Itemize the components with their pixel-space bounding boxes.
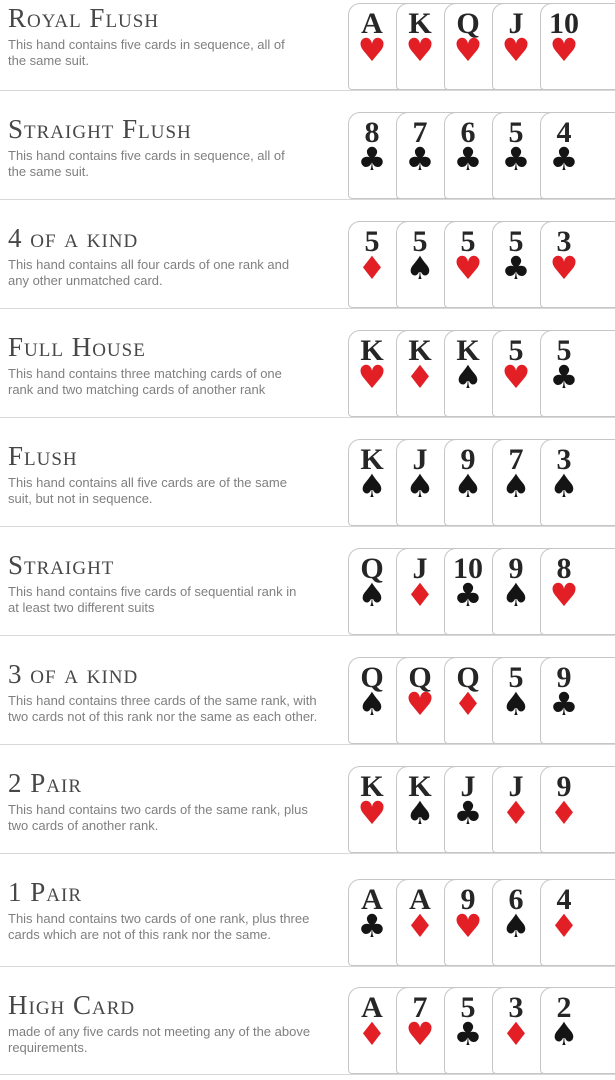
card-rank: K: [408, 334, 432, 367]
spade-suit-icon: ♠: [453, 467, 483, 505]
hand-description-line: This hand contains five cards of sequential rank in: [8, 584, 297, 599]
playing-card: [540, 330, 615, 417]
spade-suit-icon: ♠: [501, 685, 531, 723]
heart-suit-icon: ♥: [357, 794, 387, 832]
hand-description: [8, 584, 348, 616]
hand-row-straight-flush: [0, 91, 615, 200]
hand-description: [8, 693, 348, 725]
hand-description: [8, 37, 348, 69]
hand-title: 4 of a kind: [8, 223, 139, 253]
card-rank: 5: [460, 225, 476, 258]
card-pip: [541, 988, 587, 1053]
hand-row-full-house: [0, 309, 615, 418]
heart-suit-icon: ♥: [453, 907, 483, 945]
club-suit-icon: ♣: [501, 140, 531, 178]
playing-card: [540, 439, 615, 526]
diamond-suit-icon: ♦: [501, 1015, 531, 1053]
club-suit-icon: ♣: [357, 140, 387, 178]
hand-row-1-pair: [0, 854, 615, 967]
club-suit-icon: ♣: [453, 140, 483, 178]
card-pip: [541, 658, 587, 723]
club-suit-icon: ♣: [453, 794, 483, 832]
playing-card: [540, 987, 615, 1074]
card-rank: 5: [460, 991, 476, 1024]
card-rank: Q: [360, 661, 384, 694]
card-pip: [541, 767, 587, 832]
card-rank: 9: [460, 443, 476, 476]
card-pip: [349, 767, 395, 832]
card-rank: A: [361, 883, 383, 916]
card-rank: K: [408, 7, 432, 40]
spade-suit-icon: ♠: [501, 576, 531, 614]
hand-cards: [348, 987, 615, 1074]
hand-description-line: cards which are not of this rank nor the same.: [8, 927, 272, 942]
card-pip: [541, 549, 587, 614]
heart-suit-icon: ♥: [549, 576, 579, 614]
hand-row-straight: [0, 527, 615, 636]
card-pip: [397, 658, 443, 723]
spade-suit-icon: ♠: [549, 467, 579, 505]
card-pip: [445, 658, 491, 723]
card-rank: J: [508, 770, 524, 803]
card-rank: A: [409, 883, 431, 916]
card-pip: [349, 988, 395, 1053]
card-rank: 3: [508, 991, 524, 1024]
hand-title: Full House: [8, 332, 146, 362]
playing-card: [540, 766, 615, 853]
card-rank: K: [408, 770, 432, 803]
heart-suit-icon: ♥: [453, 31, 483, 69]
playing-card: [540, 879, 615, 966]
heart-suit-icon: ♥: [357, 358, 387, 396]
hand-description: [8, 1024, 348, 1056]
hand-text-block: [8, 443, 348, 507]
spade-suit-icon: ♠: [549, 1015, 579, 1053]
hand-text-block: [8, 992, 348, 1056]
hand-cards: [348, 112, 615, 199]
hand-description-line: the same suit.: [8, 53, 89, 68]
card-rank: K: [456, 334, 480, 367]
card-rank: J: [412, 443, 428, 476]
card-pip: [349, 440, 395, 505]
card-rank: K: [360, 334, 384, 367]
card-pip: [349, 222, 395, 287]
card-pip: [493, 549, 539, 614]
card-pip: [397, 4, 443, 69]
hand-description-line: This hand contains five cards in sequence, all of: [8, 148, 285, 163]
card-rank: J: [508, 7, 524, 40]
card-rank: Q: [360, 552, 384, 585]
hand-title: 2 Pair: [8, 768, 82, 798]
hand-cards: [348, 548, 615, 635]
diamond-suit-icon: ♦: [501, 794, 531, 832]
card-pip: [445, 767, 491, 832]
spade-suit-icon: ♠: [357, 467, 387, 505]
diamond-suit-icon: ♦: [357, 1015, 387, 1053]
card-pip: [397, 440, 443, 505]
hand-cards: [348, 330, 615, 417]
hand-description-line: This hand contains all four cards of one rank and: [8, 257, 290, 272]
hand-cards: [348, 439, 615, 526]
card-rank: 5: [508, 334, 524, 367]
hand-description-line: two cards not of this rank nor the same as each other.: [8, 709, 318, 724]
card-rank: Q: [456, 661, 480, 694]
card-pip: [397, 988, 443, 1053]
hand-row-flush: [0, 418, 615, 527]
heart-suit-icon: ♥: [501, 31, 531, 69]
club-suit-icon: ♣: [453, 576, 483, 614]
card-pip: [349, 331, 395, 396]
club-suit-icon: ♣: [549, 140, 579, 178]
diamond-suit-icon: ♦: [357, 249, 387, 287]
hand-description-line: This hand contains two cards of the same rank, plus: [8, 802, 308, 817]
card-pip: [349, 4, 395, 69]
hand-description-line: This hand contains three matching cards of one: [8, 366, 282, 381]
hand-row-4-of-a-kind: [0, 200, 615, 309]
club-suit-icon: ♣: [549, 685, 579, 723]
card-rank: J: [460, 770, 476, 803]
hand-description-line: requirements.: [8, 1040, 88, 1055]
card-pip: [493, 767, 539, 832]
card-pip: [541, 113, 587, 178]
playing-card: [540, 221, 615, 308]
hand-description-line: two cards of another rank.: [8, 818, 159, 833]
card-rank: 9: [508, 552, 524, 585]
card-pip: [397, 880, 443, 945]
hand-text-block: [8, 661, 348, 725]
card-rank: 8: [556, 552, 572, 585]
hand-title: High Card: [8, 990, 136, 1020]
card-pip: [493, 658, 539, 723]
card-rank: 3: [556, 225, 572, 258]
card-rank: 5: [508, 116, 524, 149]
playing-card: [540, 657, 615, 744]
card-rank: 5: [412, 225, 428, 258]
card-pip: [493, 331, 539, 396]
card-pip: [397, 331, 443, 396]
card-rank: 10: [549, 7, 579, 40]
diamond-suit-icon: ♦: [405, 576, 435, 614]
hand-description-line: suit, but not in sequence.: [8, 491, 153, 506]
playing-card: [540, 548, 615, 635]
diamond-suit-icon: ♦: [549, 907, 579, 945]
hand-row-3-of-a-kind: [0, 636, 615, 745]
hand-description: [8, 366, 348, 398]
card-pip: [445, 222, 491, 287]
hand-description-line: any other unmatched card.: [8, 273, 163, 288]
card-rank: 5: [364, 225, 380, 258]
card-pip: [445, 113, 491, 178]
hand-title: Straight: [8, 550, 115, 580]
hand-description: [8, 257, 348, 289]
card-pip: [541, 440, 587, 505]
hand-row-royal-flush: [0, 0, 615, 91]
card-pip: [541, 331, 587, 396]
hand-text-block: [8, 770, 348, 834]
card-rank: J: [412, 552, 428, 585]
card-rank: 5: [508, 661, 524, 694]
card-pip: [397, 113, 443, 178]
card-pip: [493, 440, 539, 505]
card-pip: [445, 880, 491, 945]
hand-description: [8, 802, 348, 834]
club-suit-icon: ♣: [549, 358, 579, 396]
club-suit-icon: ♣: [453, 1015, 483, 1053]
hand-row-2-pair: [0, 745, 615, 854]
heart-suit-icon: ♥: [405, 1015, 435, 1053]
hand-text-block: [8, 225, 348, 289]
playing-card: [540, 112, 615, 199]
card-pip: [397, 767, 443, 832]
hand-description-line: the same suit.: [8, 164, 89, 179]
spade-suit-icon: ♠: [501, 467, 531, 505]
hand-title: Flush: [8, 441, 78, 471]
hand-description-line: This hand contains two cards of one rank, plus three: [8, 911, 310, 926]
card-pip: [493, 113, 539, 178]
spade-suit-icon: ♠: [453, 358, 483, 396]
hand-text-block: [8, 334, 348, 398]
card-rank: K: [360, 770, 384, 803]
hand-text-block: [8, 552, 348, 616]
club-suit-icon: ♣: [501, 249, 531, 287]
card-rank: 9: [460, 883, 476, 916]
card-pip: [349, 549, 395, 614]
hand-description-line: rank and two matching cards of another rank: [8, 382, 266, 397]
diamond-suit-icon: ♦: [549, 794, 579, 832]
card-pip: [493, 880, 539, 945]
heart-suit-icon: ♥: [453, 249, 483, 287]
hand-cards: [348, 657, 615, 744]
card-rank: 9: [556, 661, 572, 694]
card-rank: 5: [556, 334, 572, 367]
card-rank: 4: [556, 883, 572, 916]
club-suit-icon: ♣: [357, 907, 387, 945]
hand-title: 3 of a kind: [8, 659, 139, 689]
spade-suit-icon: ♠: [405, 249, 435, 287]
heart-suit-icon: ♥: [501, 358, 531, 396]
card-rank: Q: [456, 7, 480, 40]
card-rank: 9: [556, 770, 572, 803]
card-pip: [541, 222, 587, 287]
hand-cards: [348, 221, 615, 308]
card-pip: [445, 549, 491, 614]
card-rank: 6: [508, 883, 524, 916]
card-rank: 8: [364, 116, 380, 149]
card-rank: 6: [460, 116, 476, 149]
diamond-suit-icon: ♦: [405, 358, 435, 396]
card-pip: [445, 988, 491, 1053]
card-pip: [445, 4, 491, 69]
diamond-suit-icon: ♦: [405, 907, 435, 945]
hand-description-line: made of any five cards not meeting any of the above: [8, 1024, 311, 1039]
card-rank: A: [361, 991, 383, 1024]
hand-text-block: [8, 116, 348, 180]
card-rank: 2: [556, 991, 572, 1024]
card-rank: 5: [508, 225, 524, 258]
spade-suit-icon: ♠: [357, 685, 387, 723]
card-rank: 4: [556, 116, 572, 149]
card-pip: [349, 880, 395, 945]
card-rank: 10: [453, 552, 483, 585]
heart-suit-icon: ♥: [357, 31, 387, 69]
hand-description: [8, 148, 348, 180]
spade-suit-icon: ♠: [405, 794, 435, 832]
hand-cards: [348, 766, 615, 853]
card-rank: 7: [412, 116, 428, 149]
card-pip: [349, 658, 395, 723]
card-rank: K: [360, 443, 384, 476]
hand-cards: [348, 3, 615, 90]
heart-suit-icon: ♥: [549, 249, 579, 287]
card-pip: [445, 440, 491, 505]
hand-cards: [348, 879, 615, 966]
hand-text-block: [8, 5, 348, 69]
hand-description-line: at least two different suits: [8, 600, 155, 615]
card-pip: [493, 988, 539, 1053]
hand-description-line: This hand contains five cards in sequence, all of: [8, 37, 285, 52]
card-pip: [349, 113, 395, 178]
card-pip: [541, 4, 587, 69]
card-rank: 3: [556, 443, 572, 476]
hand-title: 1 Pair: [8, 877, 82, 907]
hand-row-high-card: [0, 967, 615, 1075]
card-pip: [493, 222, 539, 287]
heart-suit-icon: ♥: [549, 31, 579, 69]
club-suit-icon: ♣: [405, 140, 435, 178]
spade-suit-icon: ♠: [357, 576, 387, 614]
card-pip: [493, 4, 539, 69]
card-pip: [445, 331, 491, 396]
diamond-suit-icon: ♦: [453, 685, 483, 723]
card-rank: A: [361, 7, 383, 40]
hand-description-line: This hand contains three cards of the same rank, with: [8, 693, 317, 708]
card-rank: Q: [408, 661, 432, 694]
card-pip: [541, 880, 587, 945]
hand-title: Straight Flush: [8, 114, 192, 144]
card-rank: 7: [412, 991, 428, 1024]
hand-description: [8, 475, 348, 507]
spade-suit-icon: ♠: [501, 907, 531, 945]
heart-suit-icon: ♥: [405, 31, 435, 69]
heart-suit-icon: ♥: [405, 685, 435, 723]
hand-title: Royal Flush: [8, 3, 160, 33]
spade-suit-icon: ♠: [405, 467, 435, 505]
hand-description-line: This hand contains all five cards are of the same: [8, 475, 287, 490]
card-rank: 7: [508, 443, 524, 476]
card-pip: [397, 549, 443, 614]
hand-description: [8, 911, 348, 943]
hand-text-block: [8, 879, 348, 943]
playing-card: [540, 3, 615, 90]
card-pip: [397, 222, 443, 287]
